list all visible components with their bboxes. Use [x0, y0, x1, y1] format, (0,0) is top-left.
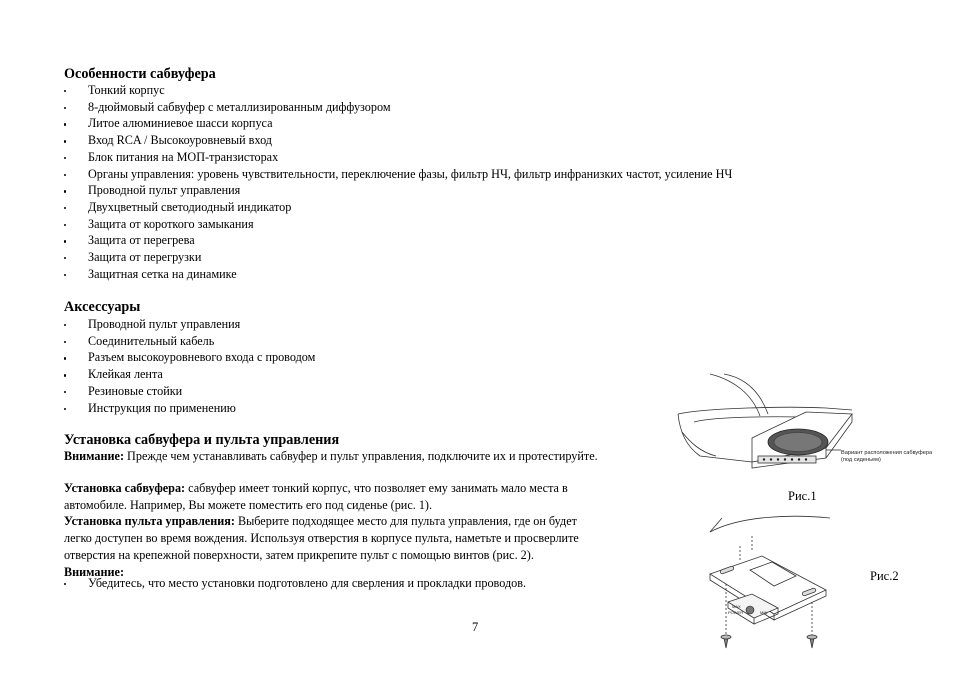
figure-1-illustration [676, 372, 946, 484]
feature-item [64, 216, 824, 233]
bullet-icon [64, 391, 66, 393]
bullet-icon [64, 123, 66, 125]
figure-1-caption: Рис.1 [788, 489, 817, 503]
remote-install-label: Установка пульта управления: [64, 514, 235, 529]
bullet-icon [64, 224, 66, 226]
accessory-item [64, 349, 824, 366]
accessory-item-text: Соединительный кабель [88, 333, 215, 348]
feature-item [64, 266, 824, 283]
figure-2-illustration [700, 510, 840, 656]
bullet-icon [64, 408, 66, 410]
subwoofer-install-text-2: автомобиле. Например, Вы можете поместить его под сиденье (рис. 1). [64, 497, 433, 512]
feature-item [64, 182, 824, 199]
figure-2-caption: Рис.2 [870, 569, 899, 583]
feature-item-text: Тонкий корпус [88, 83, 165, 97]
feature-item-text: Защита от короткого замыкания [88, 216, 254, 231]
bullet-icon [64, 140, 66, 142]
accessory-item [64, 316, 824, 333]
bullet-icon [64, 240, 66, 242]
subwoofer-install-text-1: сабвуфер имеет тонкий корпус, что позволяет ему занимать мало места в [185, 481, 568, 495]
accessory-item-text: Разъем высокоуровневого входа с проводом [88, 350, 316, 365]
feature-item-text: Двухцветный светодиодный индикатор [88, 199, 292, 214]
bullet-icon [64, 174, 66, 176]
feature-item-text: Органы управления: уровень чувствительности, переключение фазы, фильтр НЧ, фильтр инфранизких частот, усиление НЧ [88, 166, 733, 181]
accessory-item-text: Клейкая лента [88, 367, 163, 382]
fig1-label-2: (под сиденьем) [841, 457, 881, 463]
bullet-icon [64, 324, 66, 326]
bullet-icon [64, 207, 66, 209]
bullet-icon [64, 157, 66, 159]
remote-install-text-2: легко доступен во время вождения. Используя отверстия в корпусе пульта, наметьте и просверлите [64, 531, 579, 546]
feature-item-text: Проводной пульт управления [88, 183, 241, 198]
warning-label: Внимание: [64, 449, 124, 463]
bullet-icon [64, 357, 66, 359]
note-label: Внимание: [64, 564, 124, 579]
feature-item [64, 249, 824, 266]
bullet-icon [64, 583, 66, 585]
accessory-item-text: Резиновые стойки [88, 383, 183, 398]
feature-item-text: Блок питания на МОП-транзисторах [88, 149, 279, 164]
fig1-label-1: Вариант расположения сабвуфера [841, 450, 933, 456]
features-heading: Особенности сабвуфера [64, 66, 216, 82]
feature-item [64, 115, 824, 132]
bullet-icon [64, 341, 66, 343]
bullet-icon [64, 274, 66, 276]
feature-item-text: Литое алюминиевое шасси корпуса [88, 116, 273, 131]
install-instructions [64, 480, 664, 580]
feature-item-text: Защита от перегрузки [88, 250, 202, 265]
feature-item-text: 8-дюймовый сабвуфер с металлизированным диффузором [88, 99, 391, 114]
feature-item-text: Защита от перегрева [88, 233, 195, 248]
fig2-knob-min: MIN [760, 610, 768, 615]
fig2-knob-power: POWER [728, 610, 744, 615]
accessories-heading: Аксессуары [64, 299, 141, 315]
page-number: 7 [472, 620, 479, 634]
accessory-item-text: Проводной пульт управления [88, 317, 241, 331]
feature-item [64, 199, 824, 216]
feature-item-text: Защитная сетка на динамике [88, 266, 237, 281]
bullet-icon [64, 374, 66, 376]
bullet-icon [64, 107, 66, 109]
remote-install-text-1: Выберите подходящее место для пульта управления, где он будет [234, 514, 577, 529]
feature-item [64, 132, 824, 149]
bullet-icon [64, 190, 66, 192]
bullet-icon [64, 90, 66, 92]
accessory-item [64, 333, 824, 350]
bullet-icon [64, 257, 66, 259]
fig2-knob-max: MAX [732, 604, 741, 609]
feature-item [64, 232, 824, 249]
feature-item [64, 166, 824, 183]
accessory-item-text: Инструкция по применению [88, 400, 236, 415]
note-item-text: Убедитесь, что место установки подготовлено для сверления и прокладки проводов. [88, 576, 527, 590]
features-list [64, 82, 824, 282]
feature-item [64, 149, 824, 166]
install-heading: Установка сабвуфера и пульта управления [64, 432, 340, 448]
feature-item-text: Вход RCA / Высокоуровневый вход [88, 133, 273, 148]
subwoofer-install-label: Установка сабвуфера: [64, 481, 186, 495]
feature-item [64, 99, 824, 116]
install-warning [64, 448, 664, 465]
remote-install-text-3: отверстия на крепежной поверхности, затем прикрепите пульт с помощью винтов (рис. 2). [64, 547, 534, 562]
feature-item [64, 82, 824, 99]
warning-text: Прежде чем устанавливать сабвуфер и пульт управления, подключите их и протестируйте. [124, 449, 598, 463]
